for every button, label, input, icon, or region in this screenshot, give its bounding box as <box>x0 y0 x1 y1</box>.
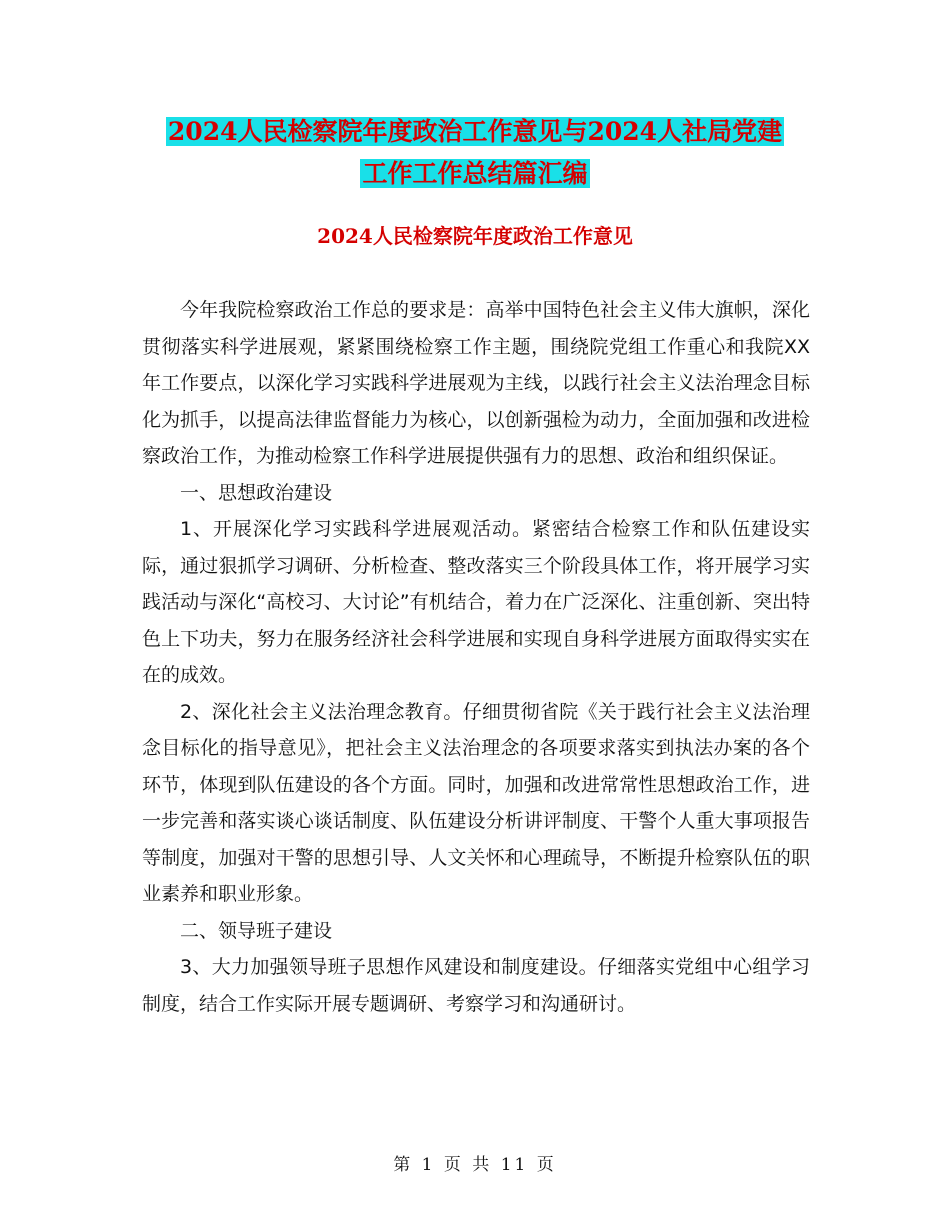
document-title-highlight-1: 2024人民检察院年度政治工作意见与2024人社局党建 <box>167 117 783 146</box>
document-title-line-1 <box>0 110 950 154</box>
document-title-highlight-2: 工作工作总结篇汇编 <box>362 159 588 188</box>
document-title-line-2 <box>0 152 950 196</box>
section-title: 2024人民检察院年度政治工作意见 <box>317 224 633 248</box>
heading-leadership: 二、领导班子建设 <box>180 919 333 942</box>
document-body <box>142 292 810 1022</box>
heading-ideological-political: 一、思想政治建设 <box>180 481 333 504</box>
paragraph-item-2: 2、深化社会主义法治理念教育。仔细贯彻省院《关于践行社会主义法治理念目标化的指导意见》，把社会主义法治理念的各项要求落实到执法办案的各个环节，体现到队伍建设的各个方面。同时，加强和改进常常性思想政治工作，进一步完善和落实谈心谈话制度、队伍建设分析讲评制度、干警个人重大事项报告等制度，加强对干警的思想引导、人文关怀和心理疏导，不断提升检察队伍的职业素养和职业形象。 <box>142 700 810 905</box>
paragraph-item-1: 1、开展深化学习实践科学进展观活动。紧密结合检察工作和队伍建设实际，通过狠抓学习调研、分析检查、整改落实三个阶段具体工作，将开展学习实践活动与深化“高校习、大讨论”有机结合，着力在广泛深化、注重创新、突出特色上下功夫，努力在服务经济社会科学进展和实现自身科学进展方面取得实实在在的成效。 <box>142 518 810 686</box>
paragraph-item-3: 3、大力加强领导班子思想作风建设和制度建设。仔细落实党组中心组学习制度，结合工作实际开展专题调研、考察学习和沟通研讨。 <box>142 956 810 1015</box>
page-footer: 第 1 页 共 11 页 <box>393 1155 557 1175</box>
paragraph-intro: 今年我院检察政治工作总的要求是：高举中国特色社会主义伟大旗帜，深化贯彻落实科学进展观，紧紧围绕检察工作主题，围绕院党组工作重心和我院XX年工作要点，以深化学习实践科学进展观为主线，以践行社会主义法治理念目标化为抓手，以提高法律监督能力为核心，以创新强检为动力，全面加强和改进检察政治工作，为推动检察工作科学进展提供强有力的思想、政治和组织保证。 <box>142 299 810 467</box>
